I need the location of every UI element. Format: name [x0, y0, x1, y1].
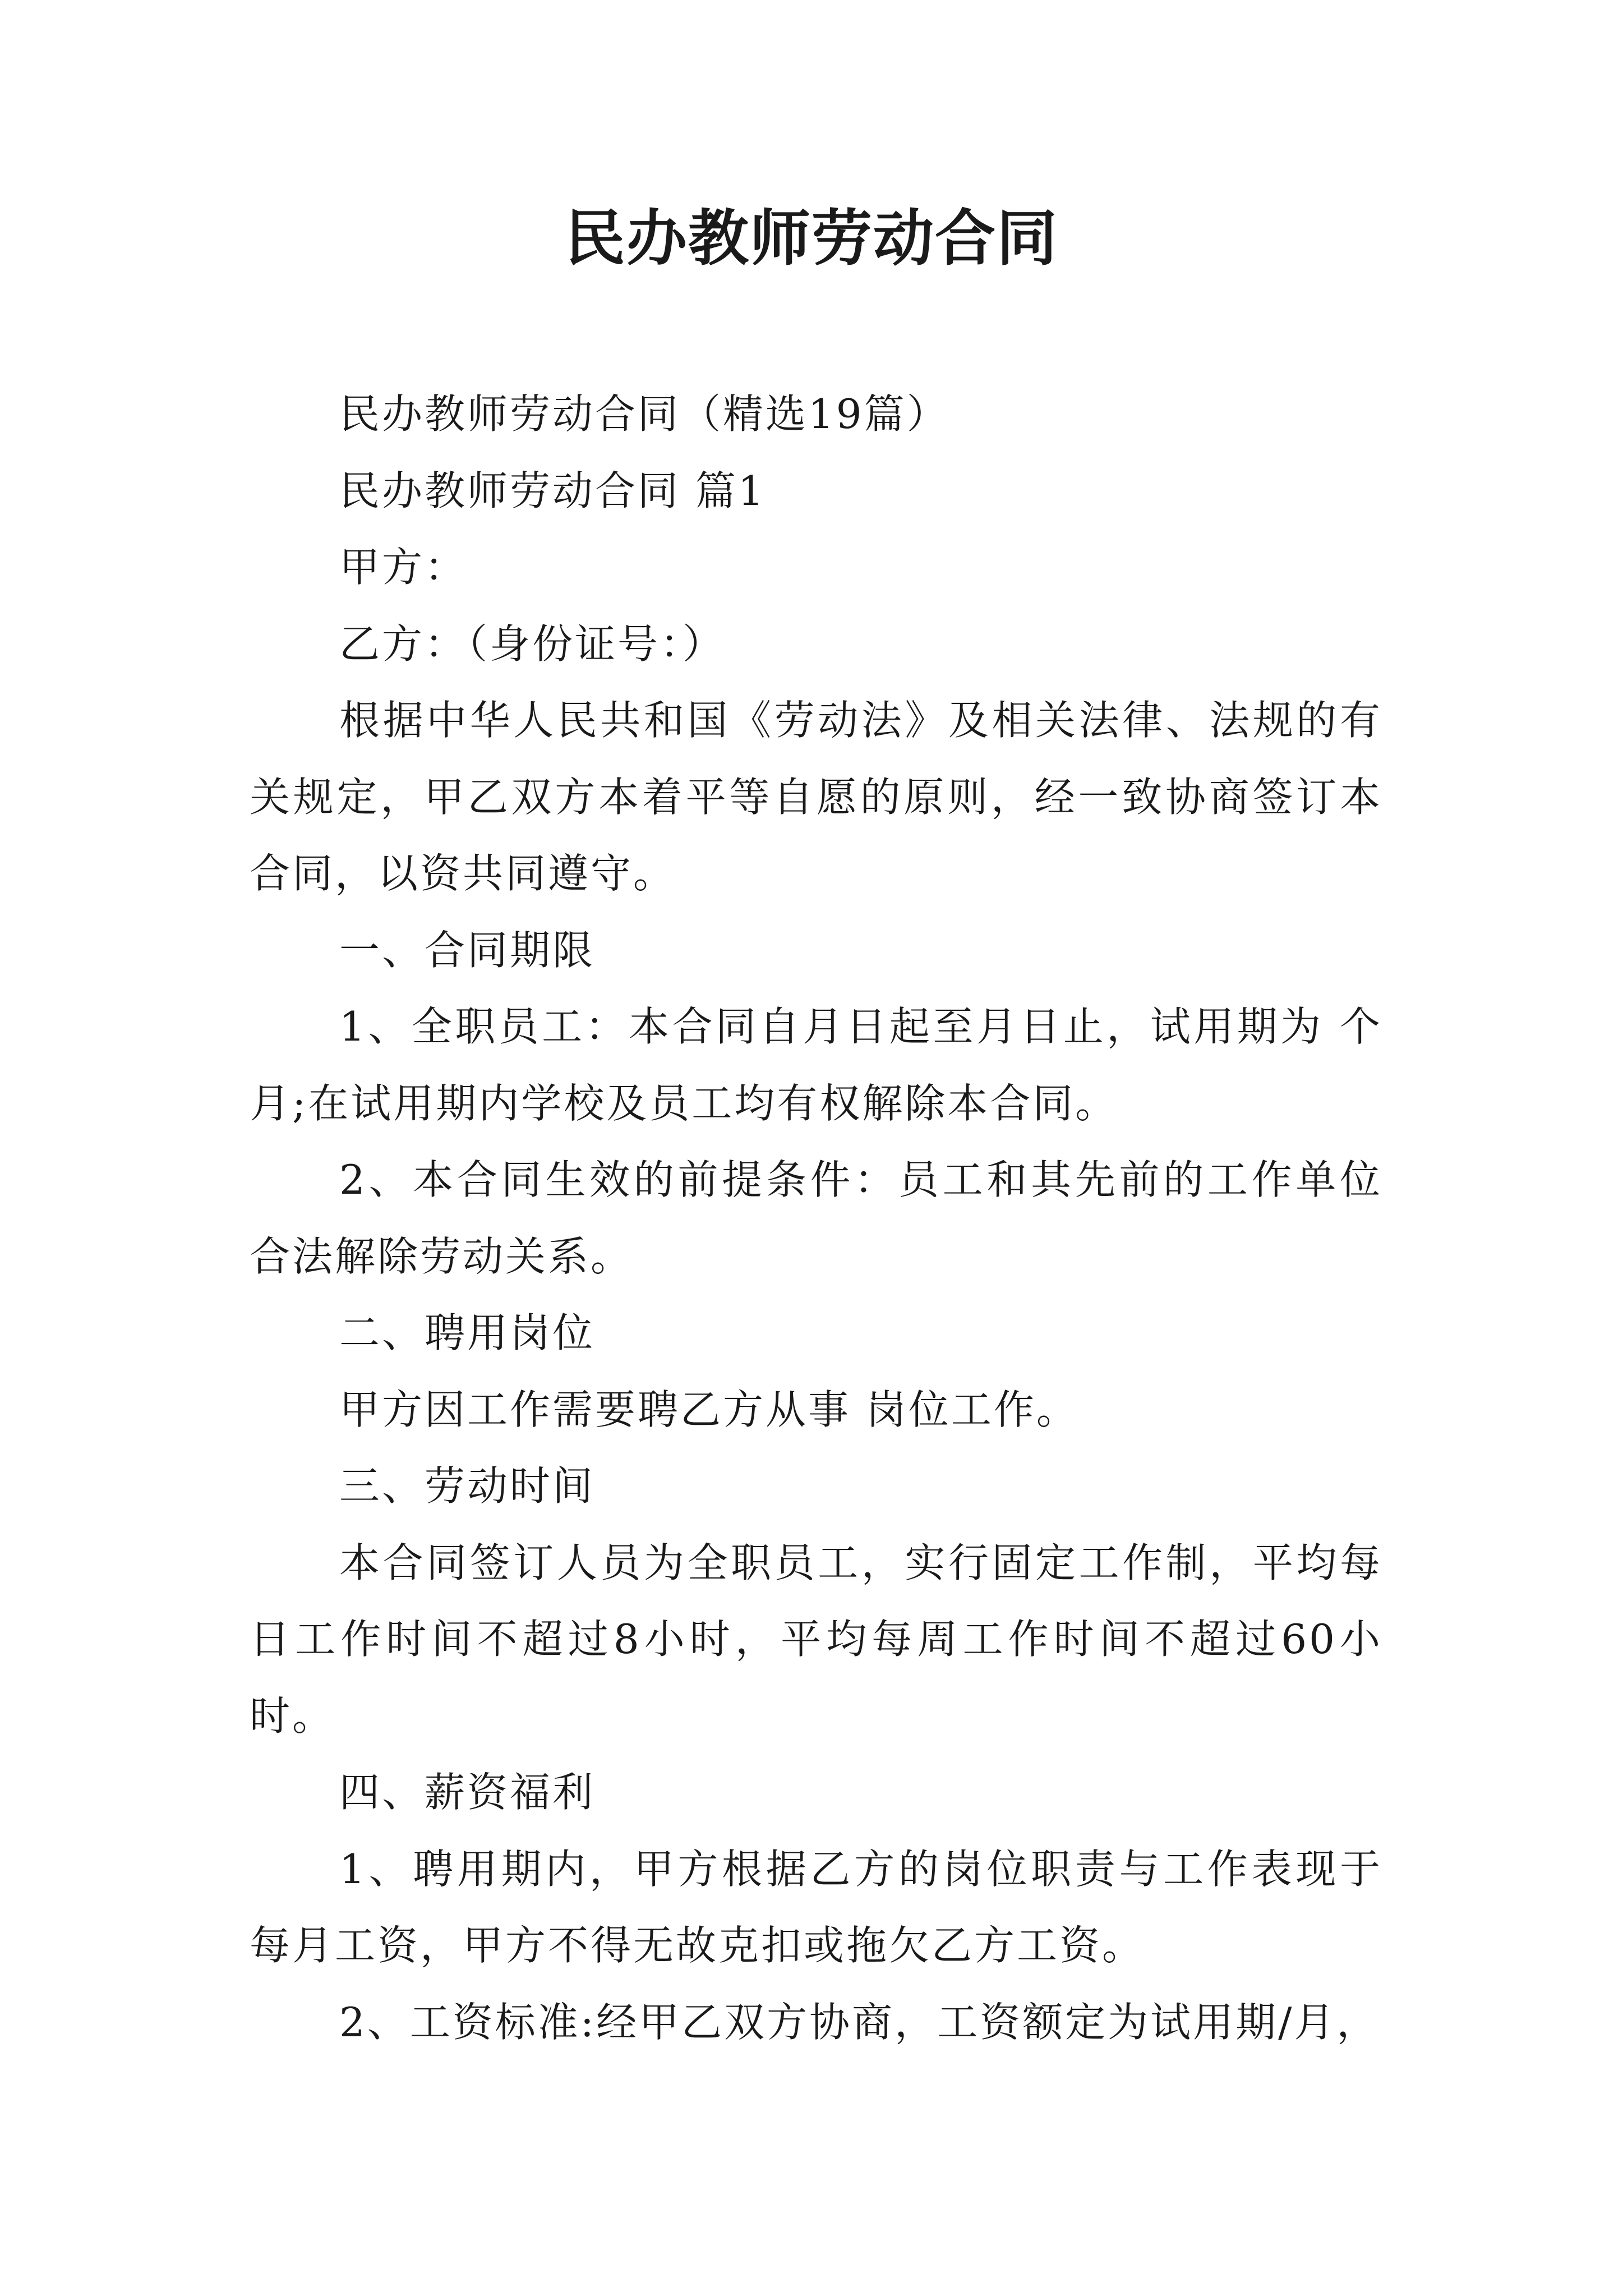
- section-heading: 三、劳动时间: [339, 1462, 596, 1510]
- section-heading: 二、聘用岗位: [339, 1309, 596, 1356]
- document-body: [250, 376, 1382, 2060]
- paragraph: 1、全职员工：本合同自月日起至月日止，试用期为 个月;在试用期内学校及员工均有权解除本合同。: [250, 1003, 1382, 1127]
- paragraph: 2、工资标准:经甲乙双方协商，工资额定为试用期/月，: [339, 1998, 1380, 2046]
- paragraph: 民办教师劳动合同 篇1: [339, 467, 766, 514]
- paragraph: 甲方因工作需要聘乙方从事 岗位工作。: [339, 1386, 1079, 1433]
- section-heading: 一、合同期限: [339, 926, 596, 974]
- paragraph: 2、本合同生效的前提条件：员工和其先前的工作单位合法解除劳动关系。: [250, 1156, 1382, 1280]
- paragraph: 甲方：: [339, 544, 468, 591]
- document-title: 民办教师劳动合同: [564, 203, 1058, 274]
- paragraph: 1、聘用期内，甲方根据乙方的岗位职责与工作表现于每月工资，甲方不得无故克扣或拖欠乙方工资。: [250, 1845, 1382, 1969]
- paragraph: 乙方：（身份证号：）: [339, 620, 726, 668]
- paragraph: 民办教师劳动合同（精选19篇）: [339, 390, 949, 438]
- paragraph: 本合同签订人员为全职员工，实行固定工作制，平均每日工作时间不超过8小时，平均每周工作时间不超过60小时。: [250, 1539, 1382, 1740]
- section-heading: 四、薪资福利: [339, 1769, 596, 1816]
- paragraph: 根据中华人民共和国《劳动法》及相关法律、法规的有关规定，甲乙双方本着平等自愿的原则，经一致协商签订本合同，以资共同遵守。: [250, 697, 1382, 897]
